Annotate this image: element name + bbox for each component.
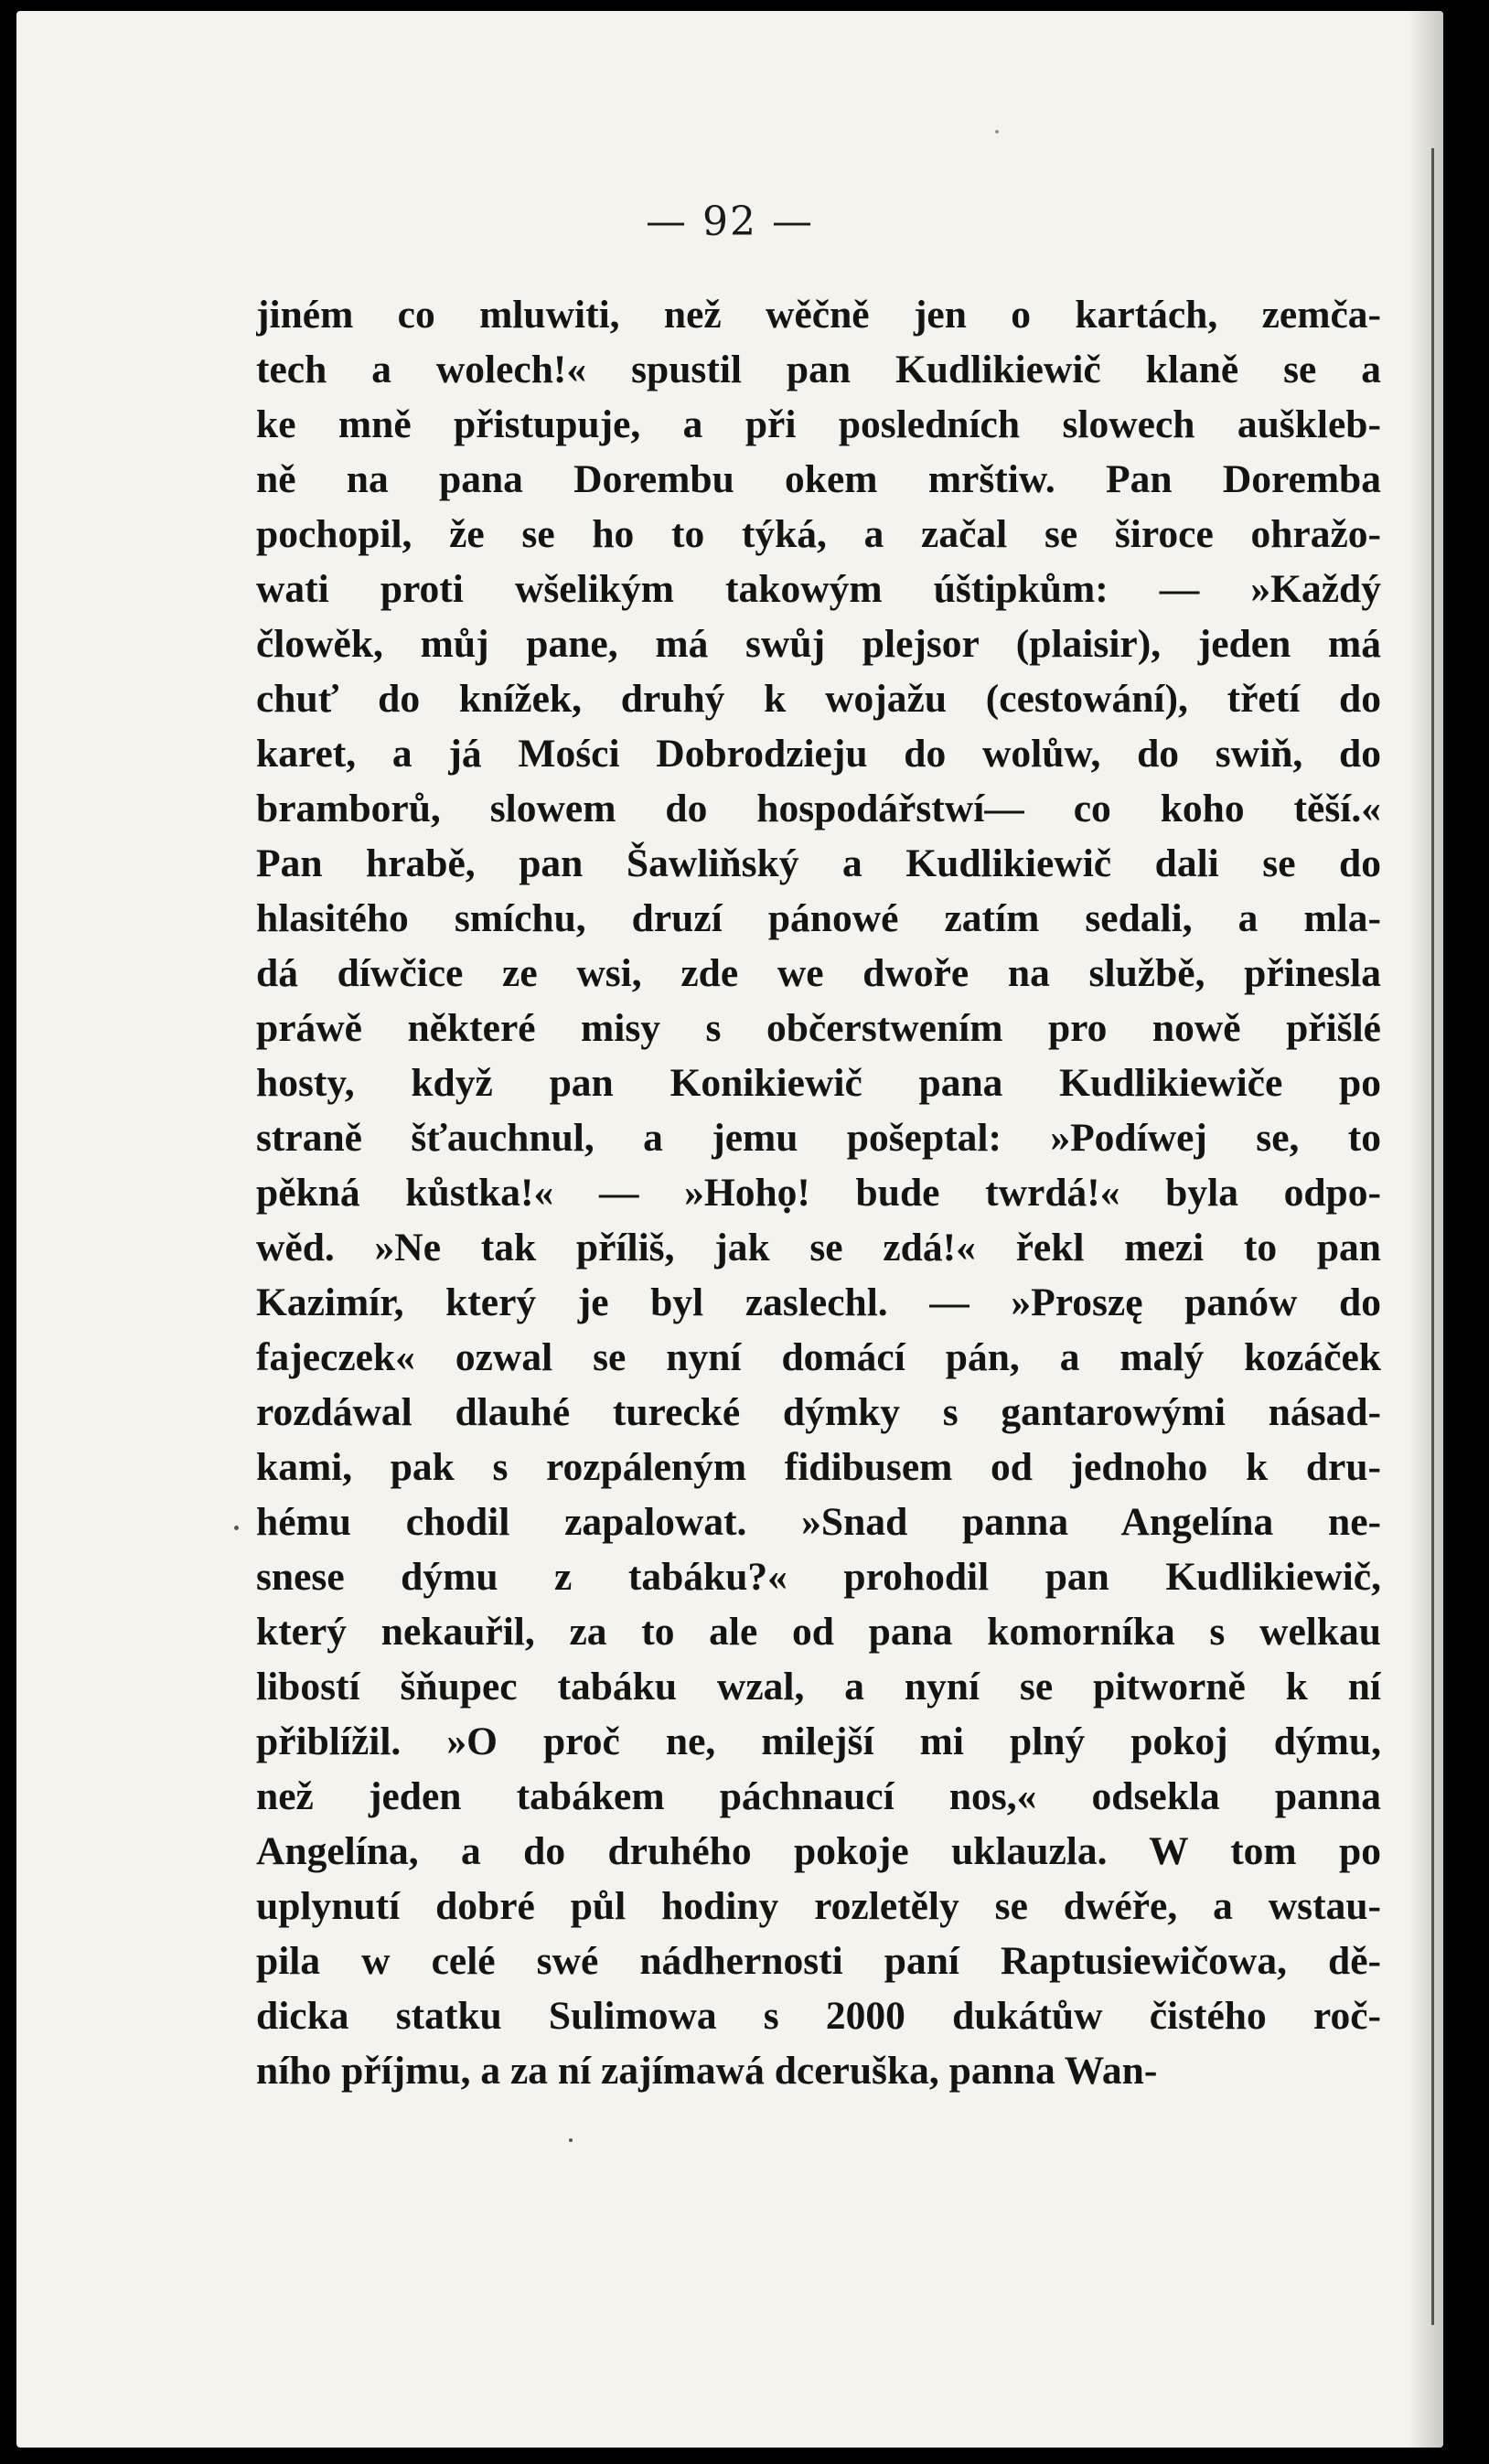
text-line: dá díwčice ze wsi, zde we dwoře na službě, přinesla	[256, 951, 1381, 995]
text-line: hlasitého smíchu, druzí pánowé zatím sedali, a mla-	[256, 896, 1381, 940]
page-number: — 92 —	[646, 198, 814, 245]
text-line: pochopil, že se ho to týká, a začal se široce ohražo-	[256, 512, 1381, 556]
text-line: fajeczek« ozwal se nyní domácí pán, a malý kozáček	[256, 1335, 1381, 1379]
text-line: tech a wolech!« spustil pan Kudlikiewič klaně se a	[256, 348, 1381, 391]
text-line: pěkná kůstka!« — »Hohọ! bude twrdá!« byla odpo-	[256, 1171, 1381, 1215]
text-line: ke mně přistupuje, a při posledních slowech aušklеb-	[256, 402, 1381, 446]
binding-line	[1431, 148, 1434, 2325]
text-line: který nekauřil, za to ale od pana komorníka s welkau	[256, 1610, 1381, 1654]
ink-speck	[569, 2138, 573, 2142]
text-line: než jeden tabákem páchnaucí nos,« odsekla panna	[256, 1774, 1381, 1818]
page-edge-shadow	[1409, 11, 1443, 2448]
text-line: hému chodil zapalowat. »Snad panna Angelína ne-	[256, 1500, 1381, 1544]
text-line: uplynutí dobré půl hodiny rozletěly se dwéře, a wstau-	[256, 1884, 1381, 1928]
text-line: člowěk, můj pane, má swůj plejsor (plaisir), jeden má	[256, 622, 1381, 666]
text-line: pila w celé swé nádhernosti paní Raptusiewičowa, dě-	[256, 1939, 1381, 1983]
text-line: wěd. »Ne tak příliš, jak se zdá!« řekl mezi to pan	[256, 1226, 1381, 1269]
text-line: snese dýmu z tabáku?« prohodil pan Kudlikiewič,	[256, 1555, 1381, 1599]
text-line: Pan hrabě, pan Šawliňský a Kudlikiewič dali se do	[256, 841, 1381, 885]
text-line: ně na pana Dorembu okem mrštiw. Pan Doremba	[256, 457, 1381, 501]
text-line: přiblížil. »O proč ne, milejší mi plný pokoj dýmu,	[256, 1719, 1381, 1763]
text-line: rozdáwal dlauhé turecké dýmky s gantarowými násad-	[256, 1390, 1381, 1434]
text-line: ního příjmu, a za ní zajímawá dceruška, panna Wan-	[256, 2049, 1158, 2093]
ink-speck	[995, 130, 999, 134]
body-text	[256, 287, 1381, 2098]
text-line: wati proti wšelikým takowým úštipkům: — »Každý	[256, 567, 1381, 611]
text-line: kami, pak s rozpáleným fidibusem od jednoho k dru-	[256, 1445, 1381, 1489]
book-page	[16, 11, 1443, 2448]
text-line: dicka statku Sulimowa s 2000 dukátůw čistého roč-	[256, 1994, 1381, 2038]
text-line: karet, a já Mości Dobrodzieju do wolůw, do swiň, do	[256, 732, 1381, 776]
text-line: jiném co mluwiti, než wěčně jen o kartách, zemča-	[256, 293, 1381, 337]
text-line: bramborů, slowem do hospodářstwí— co koho těší.«	[256, 787, 1381, 830]
text-line: práwě některé misy s občerstwením pro nowě přišlé	[256, 1006, 1381, 1050]
text-line: Angelína, a do druhého pokoje uklauzla. W tom po	[256, 1829, 1381, 1873]
text-line: hosty, když pan Konikiewič pana Kudlikiewiče po	[256, 1061, 1381, 1105]
ink-speck	[234, 1526, 239, 1530]
text-line: chuť do knížek, druhý k wojažu (cestowání), třetí do	[256, 677, 1381, 721]
text-line: Kazimír, který je byl zaslechl. — »Proszę panów do	[256, 1280, 1381, 1324]
text-line: straně šťauchnul, a jemu pošeptal: »Podíwej se, to	[256, 1116, 1381, 1160]
text-line: libostí šňupec tabáku wzal, a nyní se pitworně k ní	[256, 1665, 1381, 1709]
